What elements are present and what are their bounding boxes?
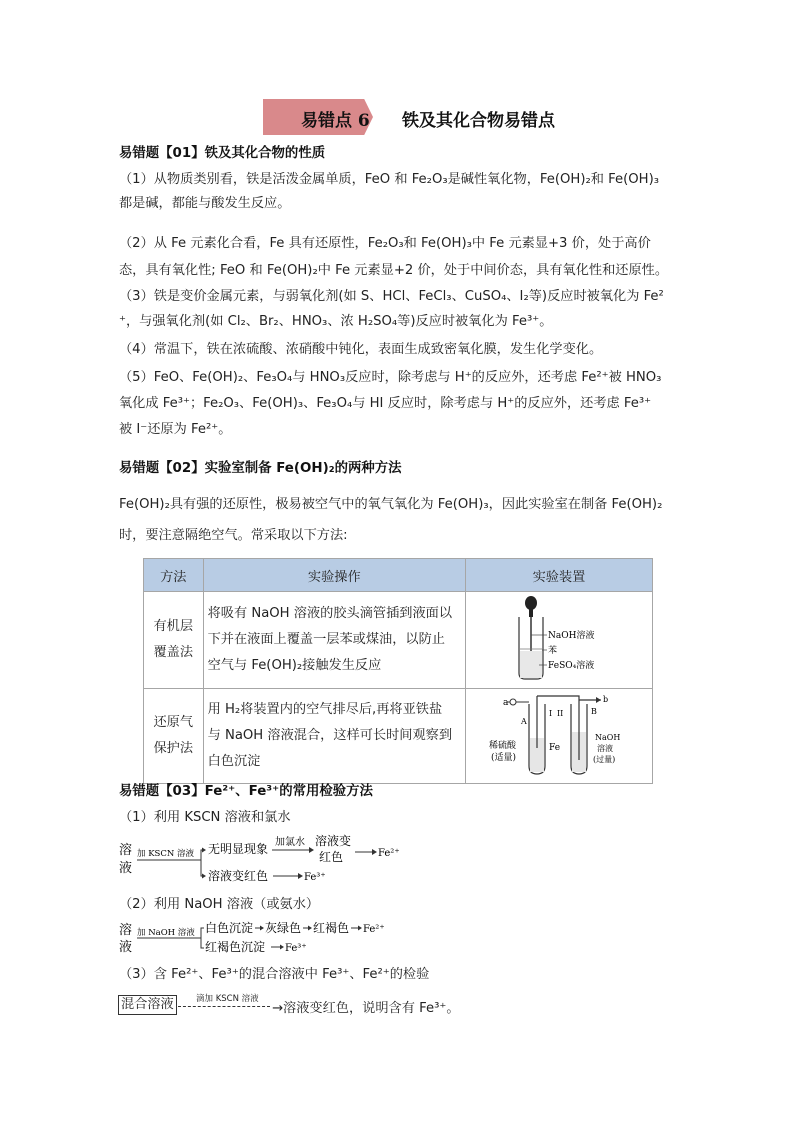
apparatus-label: 苯: [548, 646, 558, 656]
result-text: 红褐色沉淀: [205, 940, 266, 954]
apparatus-label: 溶液: [597, 744, 613, 753]
solution-label: 溶: [119, 923, 133, 938]
ion-label: Fe²⁺: [378, 848, 400, 859]
result-text: 红褐色: [313, 921, 350, 935]
ion-label: Fe²⁺: [363, 924, 385, 935]
apparatus-label: A: [521, 717, 527, 726]
page-title: 铁及其化合物易错点: [402, 111, 555, 131]
table-row: [144, 592, 653, 689]
table-row: [144, 689, 653, 784]
text-line: （1）从物质类别看，铁是活泼金属单质，FeO 和 Fe₂O₃是碱性氧化物，Fe(OH)₂和 Fe(OH)₃: [119, 172, 660, 187]
mixed-solution-box: 混合溶液: [118, 995, 177, 1015]
reagent-label: 加 NaOH 溶液: [137, 928, 195, 938]
section-heading-01: 易错题【01】铁及其化合物的性质: [119, 146, 326, 161]
text-line: Fe(OH)₂具有强的还原性，极易被空气中的氧气氧化为 Fe(OH)₃，因此实验室在制备 Fe(OH)₂: [119, 497, 663, 512]
solution-label: 溶: [119, 843, 133, 858]
dropper-apparatus-diagram: [467, 593, 651, 683]
result-text: 溶液变红色: [208, 869, 269, 883]
apparatus-label: NaOH溶液: [548, 631, 595, 641]
result-text: 白色沉淀: [205, 921, 254, 935]
result-text: 无明显现象: [208, 842, 269, 856]
kscn-test-diagram: [117, 832, 437, 890]
result-text: 红色: [319, 850, 344, 864]
apparatus-label: a: [503, 698, 509, 708]
section-heading-02: 易错题【02】实验室制备 Fe(OH)₂的两种方法: [119, 461, 402, 476]
apparatus-cell: [466, 689, 653, 784]
subsection-title: （3）含 Fe²⁺、Fe³⁺的混合溶液中 Fe³⁺、Fe²⁺的检验: [119, 967, 430, 982]
text-line: 都是碱，都能与酸发生反应。: [119, 196, 291, 211]
result-text: 灰绿色: [265, 921, 302, 935]
text-line: （5）FeO、Fe(OH)₂、Fe₃O₄与 HNO₃反应时，除考虑与 H⁺的反应外，还考虑 Fe²⁺被 HNO₃: [119, 370, 662, 385]
reagent-label: 滴加 KSCN 溶液: [196, 994, 259, 1004]
operation-text: 用 H₂将装置内的空气排尽后,再将亚铁盐: [207, 702, 443, 717]
ion-label: Fe³⁺: [304, 872, 326, 883]
text-line: 氧化成 Fe³⁺；Fe₂O₃、Fe(OH)₃、Fe₃O₄与 HI 反应时，除考虑与 H⁺的反应外，还考虑 Fe³⁺: [119, 396, 652, 411]
apparatus-cell: [466, 592, 653, 689]
text-line: 态，具有氧化性; FeO 和 Fe(OH)₂中 Fe 元素显+2 价，处于中间价态，具有氧化性和还原性。: [119, 263, 669, 278]
reaction-arrow-line: [178, 1006, 270, 1007]
method-name: 覆盖法: [153, 645, 194, 660]
section-heading-03: 易错题【03】Fe²⁺、Fe³⁺的常用检验方法: [119, 784, 373, 799]
operation-text: 下并在液面上覆盖一层苯或煤油，以防止: [207, 632, 445, 647]
apparatus-label: (适量): [491, 753, 517, 763]
apparatus-label: II: [557, 709, 564, 718]
apparatus-label: 稀硫酸: [489, 741, 517, 751]
apparatus-label: Fe: [549, 743, 561, 753]
operation-text: 空气与 Fe(OH)₂接触发生反应: [207, 658, 382, 673]
apparatus-label: NaOH: [595, 733, 621, 742]
method-name: 还原气: [153, 715, 194, 730]
solution-label: 液: [119, 861, 133, 876]
column-header: 实验装置: [466, 559, 653, 592]
result-text: →溶液变红色，说明含有 Fe³⁺。: [272, 1001, 460, 1016]
text-line: （2）从 Fe 元素化合看，Fe 具有还原性，Fe₂O₃和 Fe(OH)₃中 Fe 元素显+3 价，处于高价: [119, 236, 651, 251]
title-number: 易错点 6: [301, 111, 370, 131]
text-line: 时，要注意隔绝空气。常采取以下方法:: [119, 528, 348, 543]
apparatus-label: b: [603, 695, 609, 704]
text-line: （3）铁是变价金属元素，与弱氧化剂(如 S、HCl、FeCl₃、CuSO₄、I₂等)反应时被氧化为 Fe²: [119, 289, 664, 304]
apparatus-label: (过量): [593, 755, 616, 764]
operation-cell: [203, 689, 465, 784]
operation-cell: [203, 592, 465, 689]
text-line: 被 I⁻还原为 Fe²⁺。: [119, 422, 232, 437]
reagent-label: 加 KSCN 溶液: [137, 849, 195, 859]
operation-text: 白色沉淀: [207, 754, 261, 769]
ion-label: Fe³⁺: [285, 943, 307, 954]
subsection-title: （2）利用 NaOH 溶液（或氨水）: [119, 897, 320, 912]
method-cell: [144, 592, 204, 689]
reagent-label: 加氯水: [275, 837, 305, 848]
table-header-row: [144, 559, 653, 592]
method-name: 保护法: [153, 741, 194, 756]
column-header: 方法: [144, 559, 204, 592]
naoh-test-diagram: [117, 916, 437, 956]
column-header: 实验操作: [203, 559, 465, 592]
apparatus-label: FeSO₄溶液: [548, 661, 595, 671]
text-line: （4）常温下，铁在浓硫酸、浓硝酸中钝化，表面生成致密氧化膜，发生化学变化。: [119, 342, 603, 357]
result-text: 溶液变: [315, 834, 352, 848]
method-name: 有机层: [153, 619, 194, 634]
subsection-title: （1）利用 KSCN 溶液和氯水: [119, 810, 291, 825]
solution-label: 液: [119, 940, 133, 955]
apparatus-label: I: [549, 709, 553, 718]
operation-text: 将吸有 NaOH 溶液的胶头滴管插到液面以: [207, 606, 453, 621]
text-line: ⁺，与强氧化剂(如 Cl₂、Br₂、HNO₃、浓 H₂SO₄等)反应时被氧化为 Fe³⁺。: [119, 314, 553, 329]
operation-text: 与 NaOH 溶液混合，这样可长时间观察到: [207, 728, 453, 743]
hydrogen-apparatus-diagram: [467, 690, 651, 778]
methods-table: [143, 558, 653, 784]
method-cell: [144, 689, 204, 784]
apparatus-label: B: [591, 707, 597, 716]
